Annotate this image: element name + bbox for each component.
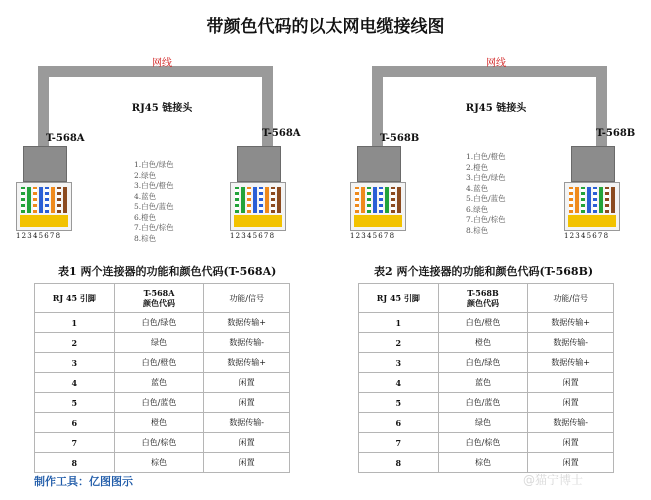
connector-body bbox=[23, 146, 67, 182]
wire-3 bbox=[33, 187, 37, 213]
connector-body bbox=[237, 146, 281, 182]
wire-5 bbox=[379, 187, 383, 213]
pin-cell: 1 bbox=[359, 313, 439, 333]
signal-cell: 数据传输- bbox=[204, 333, 290, 353]
wire-6 bbox=[51, 187, 55, 213]
wire-5 bbox=[259, 187, 263, 213]
pin-cell: 8 bbox=[359, 453, 439, 473]
signal-cell: 数据传输+ bbox=[528, 313, 614, 333]
wire-7 bbox=[391, 187, 395, 213]
wire-label: 网线 bbox=[152, 58, 172, 69]
pin-cell: 3 bbox=[35, 353, 115, 373]
pin-table-t568b bbox=[358, 283, 614, 473]
color-cell: 棕色 bbox=[114, 453, 204, 473]
signal-cell: 闲置 bbox=[204, 373, 290, 393]
connector-head bbox=[230, 182, 286, 231]
header-standard: T-568B bbox=[467, 287, 499, 298]
wire-1 bbox=[235, 187, 239, 213]
table-row bbox=[359, 313, 614, 333]
table-row bbox=[35, 333, 290, 353]
table-row bbox=[35, 413, 290, 433]
legend-item: 8.棕色 bbox=[466, 225, 489, 235]
table-row bbox=[35, 373, 290, 393]
legend-item: 5.白色/蓝色 bbox=[134, 202, 174, 211]
wire-4 bbox=[39, 187, 43, 213]
wire-6 bbox=[385, 187, 389, 213]
pin-cell: 7 bbox=[35, 433, 115, 453]
signal-cell: 闲置 bbox=[204, 393, 290, 413]
wire-7 bbox=[57, 187, 61, 213]
signal-cell: 闲置 bbox=[528, 373, 614, 393]
signal-cell: 数据传输- bbox=[528, 333, 614, 353]
legend-item: 3.白色/绿色 bbox=[466, 173, 506, 182]
table-row bbox=[359, 393, 614, 413]
wire-2 bbox=[361, 187, 365, 213]
signal-cell: 闲置 bbox=[204, 453, 290, 473]
pin-table-t568a bbox=[34, 283, 290, 473]
signal-cell: 闲置 bbox=[528, 393, 614, 413]
header-color-code bbox=[438, 284, 528, 313]
color-legend bbox=[134, 160, 174, 244]
table-row bbox=[359, 333, 614, 353]
table-row bbox=[35, 393, 290, 413]
legend-item: 5.白色/蓝色 bbox=[466, 194, 506, 203]
pin-cell: 6 bbox=[359, 413, 439, 433]
pin-cell: 4 bbox=[359, 373, 439, 393]
wire-4 bbox=[587, 187, 591, 213]
signal-cell: 闲置 bbox=[528, 453, 614, 473]
color-cell: 白色/蓝色 bbox=[114, 393, 204, 413]
connector-pins bbox=[234, 215, 282, 227]
table-row bbox=[35, 433, 290, 453]
pin-numbers: 12345678 bbox=[230, 232, 276, 240]
color-cell: 白色/橙色 bbox=[438, 313, 528, 333]
header-color: 颜色代码 bbox=[143, 297, 175, 308]
pin-cell: 5 bbox=[35, 393, 115, 413]
table-row bbox=[359, 353, 614, 373]
wire-8 bbox=[63, 187, 67, 213]
legend-item: 6.绿色 bbox=[466, 204, 489, 214]
page-title: 带颜色代码的以太网电缆接线图 bbox=[206, 17, 445, 37]
pin-cell: 4 bbox=[35, 373, 115, 393]
wire-1 bbox=[355, 187, 359, 213]
left-standard-label: T-568A bbox=[46, 133, 85, 144]
right-standard-label: T-568A bbox=[262, 128, 301, 139]
connector-head bbox=[16, 182, 72, 231]
pin-cell: 6 bbox=[35, 413, 115, 433]
wire-5 bbox=[593, 187, 597, 213]
wire-1 bbox=[21, 187, 25, 213]
wire-5 bbox=[45, 187, 49, 213]
connector-right bbox=[564, 146, 620, 240]
left-standard-label: T-568B bbox=[380, 133, 420, 144]
wire-3 bbox=[247, 187, 251, 213]
wire-2 bbox=[27, 187, 31, 213]
table-row bbox=[359, 433, 614, 453]
header-pin: RJ 45 引脚 bbox=[35, 284, 115, 313]
pin-numbers: 12345678 bbox=[564, 232, 610, 240]
watermark: @猫宁博士 bbox=[523, 473, 584, 487]
pin-cell: 3 bbox=[359, 353, 439, 373]
header-color: 颜色代码 bbox=[467, 297, 499, 308]
header-function: 功能/信号 bbox=[528, 284, 614, 313]
color-cell: 绿色 bbox=[114, 333, 204, 353]
wire-8 bbox=[611, 187, 615, 213]
connector-head bbox=[564, 182, 620, 231]
color-cell: 白色/橙色 bbox=[114, 353, 204, 373]
legend-item: 8.棕色 bbox=[134, 233, 157, 243]
legend-item: 4.蓝色 bbox=[466, 183, 489, 193]
connector-pins bbox=[20, 215, 68, 227]
rj45-label: RJ45 链接头 bbox=[465, 103, 527, 114]
signal-cell: 数据传输+ bbox=[204, 313, 290, 333]
pin-cell: 1 bbox=[35, 313, 115, 333]
color-legend bbox=[466, 152, 506, 236]
table-row bbox=[35, 453, 290, 473]
color-cell: 白色/棕色 bbox=[114, 433, 204, 453]
signal-cell: 数据传输- bbox=[528, 413, 614, 433]
wire-3 bbox=[581, 187, 585, 213]
signal-cell: 数据传输+ bbox=[528, 353, 614, 373]
color-cell: 橙色 bbox=[114, 413, 204, 433]
pin-numbers: 12345678 bbox=[350, 232, 396, 240]
legend-item: 2.绿色 bbox=[134, 170, 157, 180]
legend-item: 7.白色/棕色 bbox=[466, 215, 506, 224]
color-cell: 白色/蓝色 bbox=[438, 393, 528, 413]
diagram-t568a bbox=[12, 50, 312, 250]
connector-body bbox=[357, 146, 401, 182]
pin-cell: 7 bbox=[359, 433, 439, 453]
connector-head bbox=[350, 182, 406, 231]
wire-4 bbox=[373, 187, 377, 213]
signal-cell: 闲置 bbox=[528, 433, 614, 453]
right-standard-label: T-568B bbox=[596, 128, 636, 139]
color-cell: 白色/棕色 bbox=[438, 433, 528, 453]
legend-item: 1.白色/橙色 bbox=[466, 152, 506, 161]
wire-4 bbox=[253, 187, 257, 213]
connector-left bbox=[16, 146, 72, 240]
color-cell: 橙色 bbox=[438, 333, 528, 353]
wire-1 bbox=[569, 187, 573, 213]
connector-left bbox=[350, 146, 406, 240]
table-row bbox=[359, 373, 614, 393]
pin-cell: 5 bbox=[359, 393, 439, 413]
table1-title: 表1 两个连接器的功能和颜色代码(T-568A) bbox=[58, 265, 277, 278]
wire-6 bbox=[265, 187, 269, 213]
legend-item: 6.橙色 bbox=[134, 212, 157, 222]
pin-cell: 2 bbox=[359, 333, 439, 353]
wire-7 bbox=[271, 187, 275, 213]
diagram-t568b bbox=[346, 50, 646, 250]
header-standard: T-568A bbox=[143, 287, 175, 298]
rj45-label: RJ45 链接头 bbox=[131, 103, 193, 114]
signal-cell: 闲置 bbox=[204, 433, 290, 453]
color-cell: 白色/绿色 bbox=[114, 313, 204, 333]
color-cell: 白色/绿色 bbox=[438, 353, 528, 373]
connector-right bbox=[230, 146, 286, 240]
legend-item: 4.蓝色 bbox=[134, 191, 157, 201]
connector-pins bbox=[568, 215, 616, 227]
wire-label: 网线 bbox=[486, 58, 506, 69]
wire-8 bbox=[277, 187, 281, 213]
header-pin: RJ 45 引脚 bbox=[359, 284, 439, 313]
footer-tool-credit: 制作工具：亿图图示 bbox=[34, 475, 133, 488]
pin-cell: 2 bbox=[35, 333, 115, 353]
connector-body bbox=[571, 146, 615, 182]
legend-item: 2.橙色 bbox=[466, 162, 489, 172]
table-row bbox=[359, 413, 614, 433]
signal-cell: 数据传输+ bbox=[204, 353, 290, 373]
wire-2 bbox=[575, 187, 579, 213]
legend-item: 7.白色/棕色 bbox=[134, 223, 174, 232]
color-cell: 蓝色 bbox=[438, 373, 528, 393]
wire-3 bbox=[367, 187, 371, 213]
table-row bbox=[35, 353, 290, 373]
wire-8 bbox=[397, 187, 401, 213]
table-row bbox=[359, 453, 614, 473]
pin-cell: 8 bbox=[35, 453, 115, 473]
legend-item: 1.白色/绿色 bbox=[134, 160, 174, 169]
header-color-code bbox=[114, 284, 204, 313]
color-cell: 蓝色 bbox=[114, 373, 204, 393]
signal-cell: 数据传输- bbox=[204, 413, 290, 433]
pin-numbers: 12345678 bbox=[16, 232, 62, 240]
color-cell: 棕色 bbox=[438, 453, 528, 473]
table-row bbox=[35, 313, 290, 333]
wire-2 bbox=[241, 187, 245, 213]
color-cell: 绿色 bbox=[438, 413, 528, 433]
header-function: 功能/信号 bbox=[204, 284, 290, 313]
table2-title: 表2 两个连接器的功能和颜色代码(T-568B) bbox=[374, 265, 594, 278]
wire-6 bbox=[599, 187, 603, 213]
wire-7 bbox=[605, 187, 609, 213]
connector-pins bbox=[354, 215, 402, 227]
legend-item: 3.白色/橙色 bbox=[134, 181, 174, 190]
